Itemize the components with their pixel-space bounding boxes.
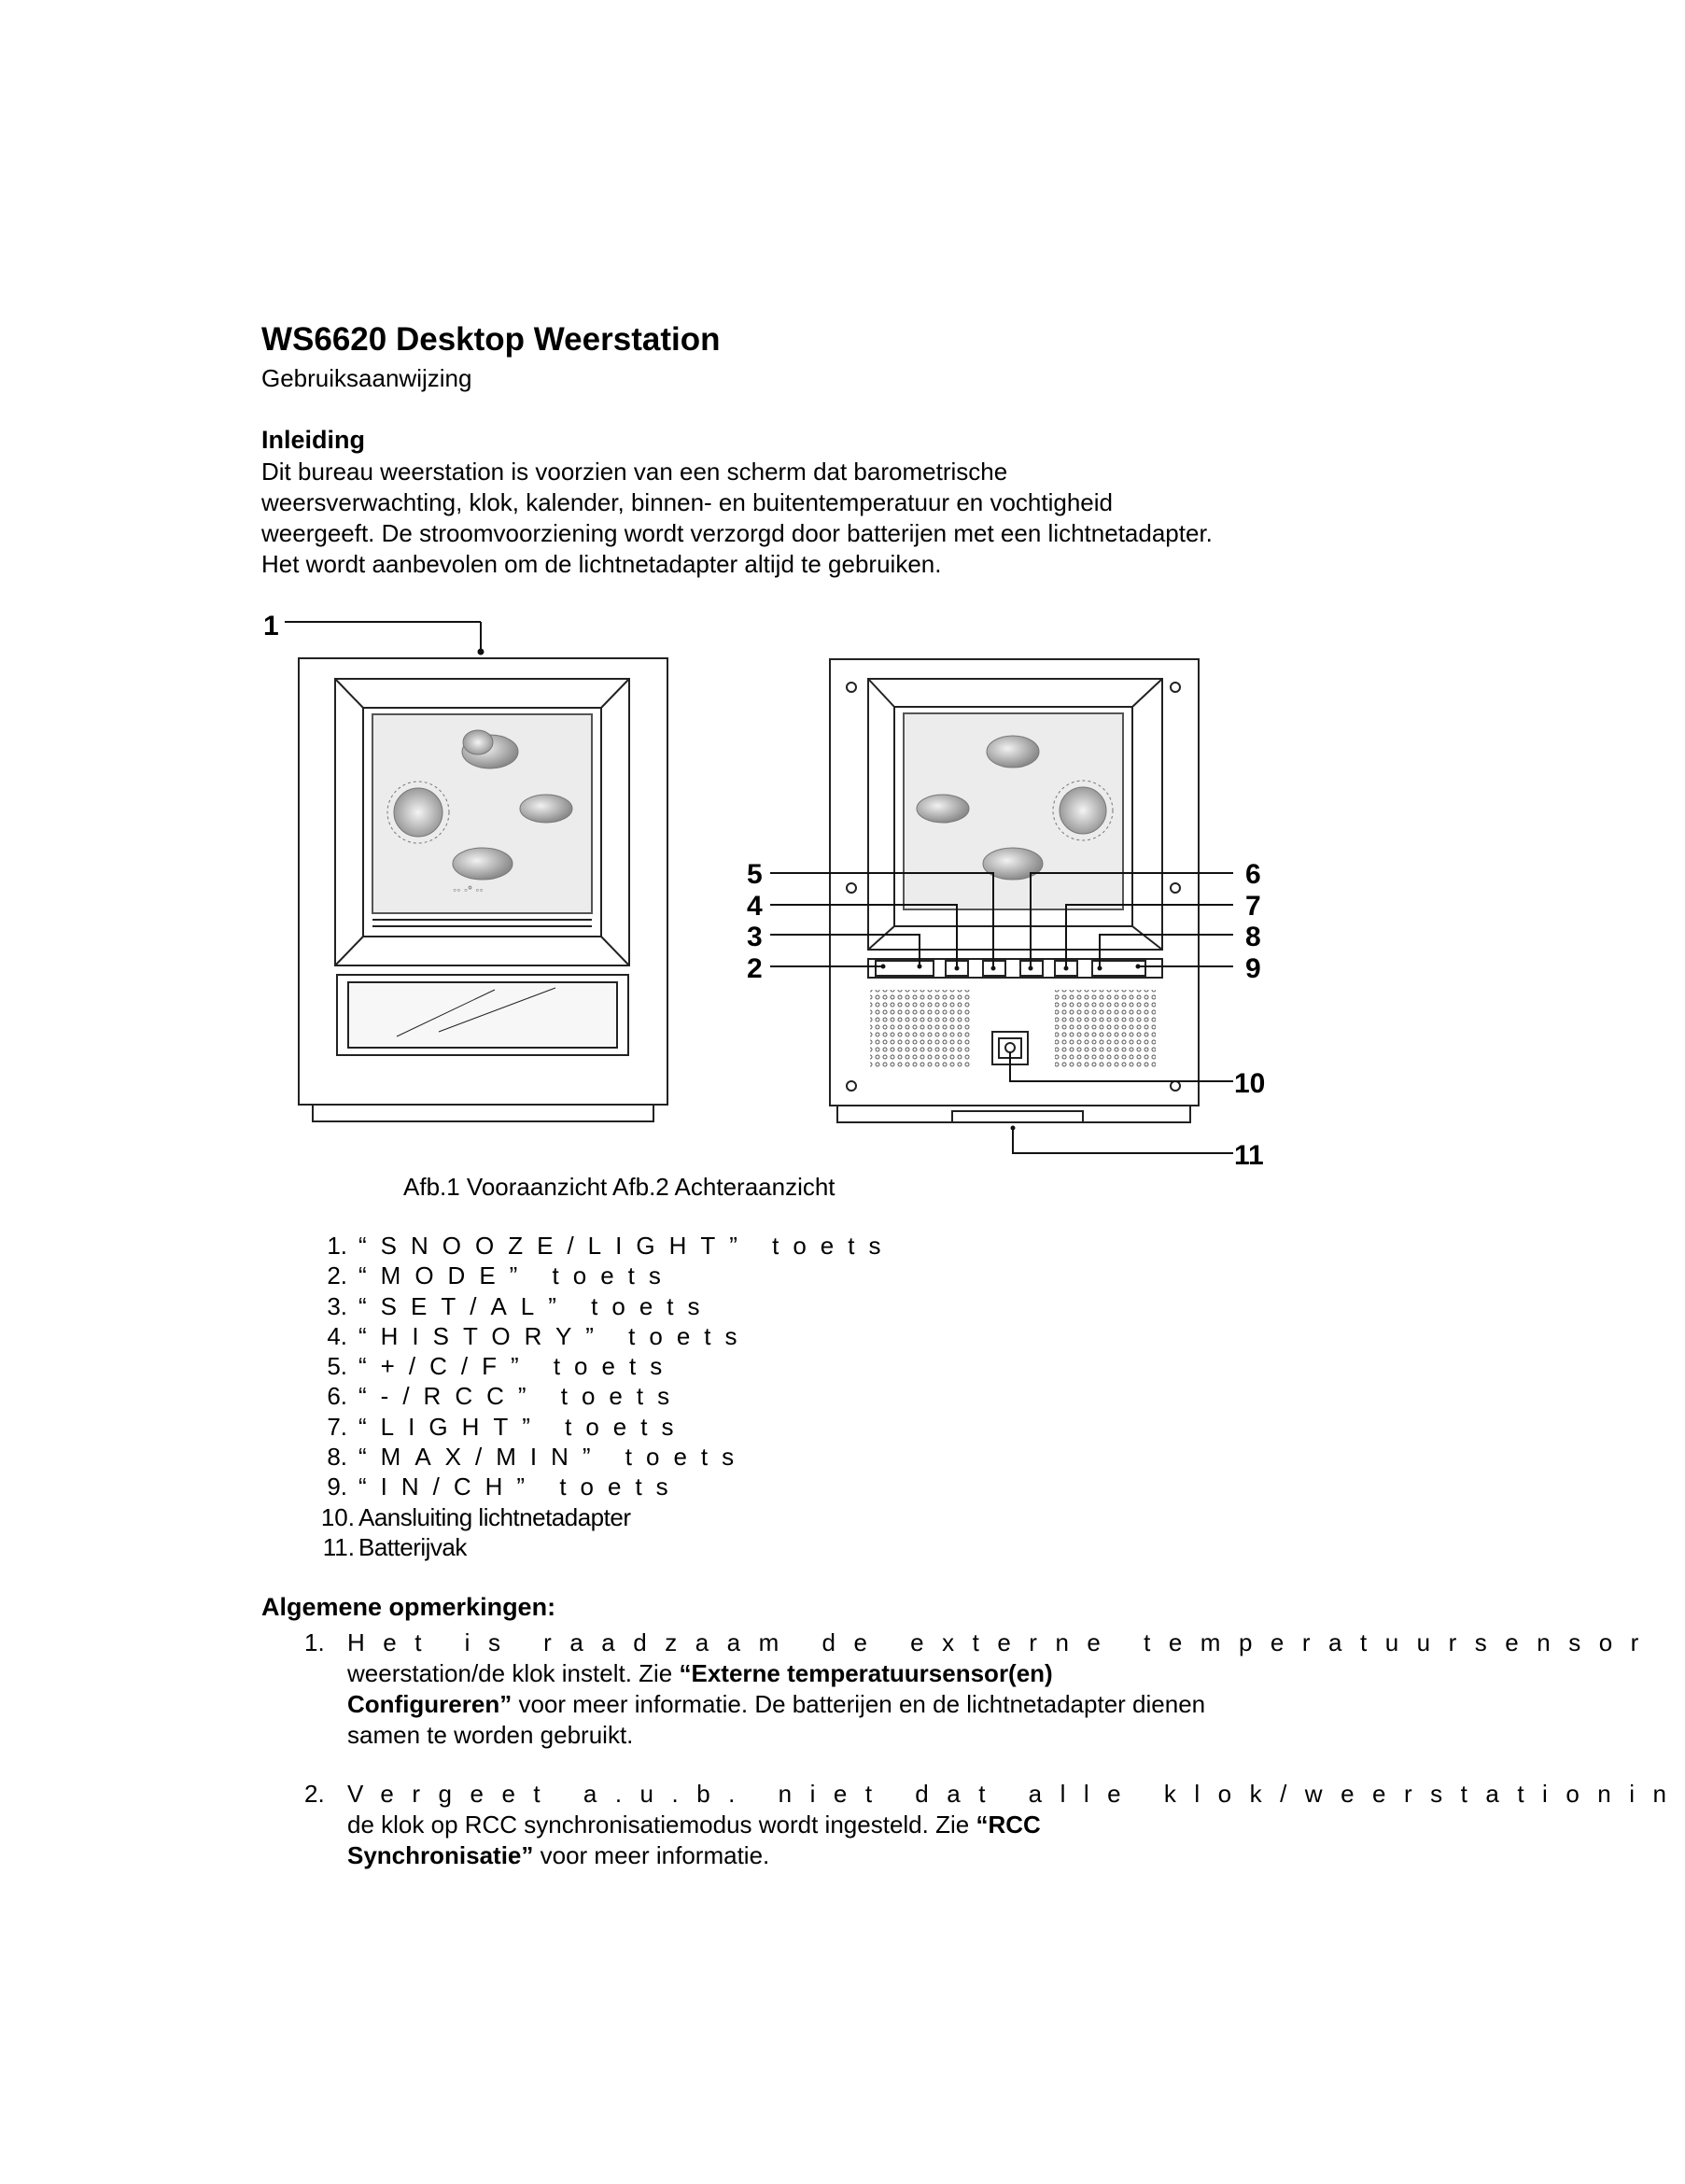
list-item: 9. “IN/CH” toets (327, 1472, 682, 1501)
callout-label-6: 6 (1245, 859, 1261, 890)
intro-line: Dit bureau weerstation is voorzien van een scherm dat barometrische (261, 458, 1008, 486)
callout-label-9: 9 (1245, 953, 1261, 984)
note-2: 2. Vergeet a.u.b. niet dat alle klok/weerstationin de klok op RCC synchronisatiemodus wordt ingesteld. Zie “RCC Synchronisatie” voor meer informatie. (304, 1780, 1685, 1869)
list-item: 6. “-/RCC” toets (327, 1382, 684, 1411)
svg-text:◦◦ ◦° ◦◦: ◦◦ ◦° ◦◦ (453, 883, 484, 896)
intro-line: weergeeft. De stroomvoorziening wordt verzorgd door batterijen met een lichtnetadapter. (261, 519, 1213, 547)
page-subtitle: Gebruiksaanwijzing (261, 364, 472, 392)
list-item: 10. Aansluiting lichtnetadapter (320, 1502, 631, 1531)
list-item: 4. “HISTORY” toets (327, 1321, 751, 1350)
list-item: 5. “+/C/F” toets (327, 1352, 677, 1381)
callout-label-1: 1 (263, 611, 279, 641)
callout-1 (285, 622, 484, 655)
intro-line: Het wordt aanbevolen om de lichtnetadapter altijd te gebruiken. (261, 550, 942, 578)
callout-label-4: 4 (747, 891, 763, 922)
list-item: 2. “MODE” toets (327, 1261, 675, 1290)
page-title: WS6620 Desktop Weerstation (261, 321, 721, 358)
figure-caption: Afb.1 Vooraanzicht Afb.2 Achteraanzicht (403, 1173, 835, 1201)
list-item: 8. “MAX/MIN” toets (327, 1443, 749, 1472)
back-view (830, 659, 1199, 1122)
intro-heading: Inleiding (261, 426, 365, 454)
callout-label-11: 11 (1234, 1140, 1264, 1171)
list-item: 3. “SET/AL” toets (327, 1291, 714, 1320)
list-item: 11. Batterijvak (322, 1532, 467, 1561)
callout-label-5: 5 (747, 859, 763, 890)
list-item: 7. “LIGHT” toets (327, 1412, 688, 1441)
callout-label-2: 2 (747, 953, 763, 984)
button-list (304, 1231, 895, 1562)
list-item: 1. “SNOOZE/LIGHT” toets (327, 1232, 895, 1260)
intro-line: weersverwachting, klok, kalender, binnen- en buitentemperatuur en vochtigheid (261, 488, 1113, 516)
callout-label-3: 3 (747, 922, 763, 952)
note-1: 1. Het is raadzaam de externe temperatuursensor weerstation/de klok instelt. Zie “Externe temperatuursensor(en) Configureren” voor meer informatie. De batterijen en de lichtnetadapter dienen samen te worden gebruikt. (304, 1628, 1657, 1749)
callout-label-8: 8 (1245, 922, 1261, 952)
callout-label-7: 7 (1245, 891, 1261, 922)
callout-label-10: 10 (1234, 1068, 1266, 1099)
notes-heading: Algemene opmerkingen: (261, 1593, 556, 1621)
